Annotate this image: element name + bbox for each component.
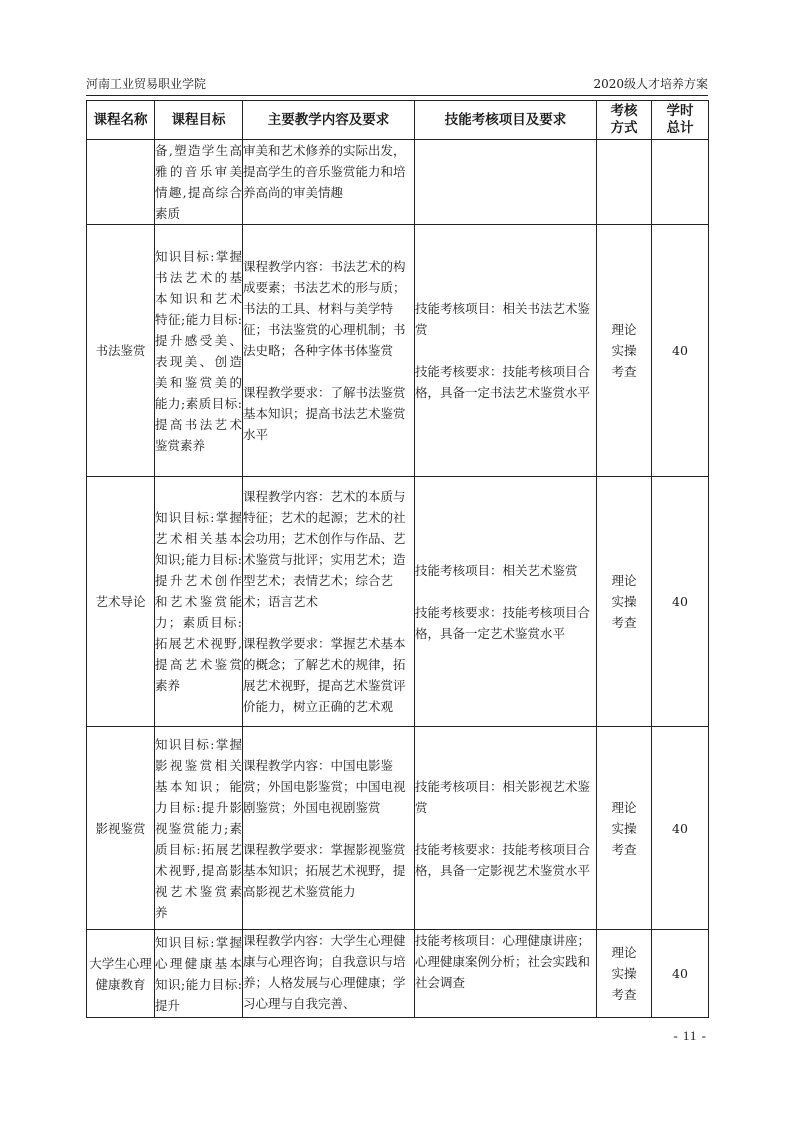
course-goal-cell bbox=[155, 140, 243, 225]
hours-cell bbox=[652, 930, 709, 1018]
course-goal-text: 知识目标:掌握心理健康基本知识;能力目标:提升 bbox=[155, 934, 242, 1013]
header-school-name: 河南工业贸易职业学院 bbox=[86, 77, 207, 91]
hours-text: 40 bbox=[672, 343, 688, 358]
skill-item-text: 技能考核项目：相关艺术鉴赏 bbox=[415, 562, 578, 578]
col-header-method-line2: 方式 bbox=[610, 120, 638, 136]
course-name-text: 大学生心理健康教育 bbox=[89, 955, 152, 992]
course-goal-text: 知识目标:掌握书法艺术的基本知识和艺术特征;能力目标:提升感受美、表现美、创造美和鉴赏美的能力;素质目标:提高书法艺术鉴赏素养 bbox=[155, 248, 242, 453]
skill-requirement-text: 技能考核要求：技能考核项目合格，具备一定书法艺术鉴赏水平 bbox=[415, 364, 591, 400]
content-text: 课程教学内容：书法艺术的构成要素；书法艺术的形与质；书法的工具、材料与美学特征；书法鉴赏的心理机制；书法史略；各种字体书体鉴赏 bbox=[243, 259, 406, 358]
course-name-text: 影视鉴赏 bbox=[95, 820, 146, 836]
col-header-method-line1: 考核 bbox=[610, 103, 638, 119]
method-text: 理论实操考查 bbox=[611, 799, 637, 857]
col-header-course-name: 课程名称 bbox=[87, 101, 155, 140]
skill-item-text: 技能考核项目：相关影视艺术鉴赏 bbox=[415, 778, 591, 815]
hours-cell bbox=[652, 727, 709, 930]
skill-item-text: 技能考核项目：心理健康讲座；心理健康案例分析；社会实践和社会调查 bbox=[415, 933, 591, 990]
col-header-hours-line1: 学时 bbox=[666, 103, 694, 119]
course-goal-text: 知识目标:掌握影视鉴赏相关基本知识；能力目标:提升影视鉴赏能力;素质目标:拓展艺术视野,提高影视艺术鉴赏素养 bbox=[155, 736, 242, 920]
col-header-hours-line2: 总计 bbox=[666, 120, 694, 136]
method-cell bbox=[597, 225, 652, 477]
requirement-text: 课程教学要求：掌握艺术基本的概念；了解艺术的规律，拓展艺术视野，提高艺术鉴赏评价能力，树立正确的艺术观 bbox=[243, 636, 406, 714]
col-header-hours bbox=[652, 101, 709, 140]
requirement-text: 课程教学要求：掌握影视鉴赏基本知识；拓展艺术视野，提高影视艺术鉴赏能力 bbox=[243, 841, 406, 899]
skill-item-text: 技能考核项目：相关书法艺术鉴赏 bbox=[415, 301, 591, 337]
method-cell bbox=[597, 727, 652, 930]
course-goal-cell bbox=[155, 477, 243, 727]
table-row bbox=[87, 930, 709, 1018]
course-goal-text: 备,塑造学生高雅的音乐审美情趣,提高综合素质 bbox=[155, 143, 242, 221]
method-text: 理论实操考查 bbox=[611, 945, 637, 1002]
col-header-skill: 技能考核项目及要求 bbox=[415, 101, 597, 140]
content-cell bbox=[243, 477, 415, 727]
skill-cell bbox=[415, 727, 597, 930]
content-cell bbox=[243, 930, 415, 1018]
course-goal-text: 知识目标:掌握艺术相关基本知识;能力目标:提升艺术创作和艺术鉴赏能力；素质目标:拓展艺术视野,提高艺术鉴赏素养 bbox=[155, 510, 242, 693]
page-header bbox=[86, 74, 708, 94]
col-header-course-goal: 课程目标 bbox=[155, 101, 243, 140]
skill-requirement-text: 技能考核要求：技能考核项目合格，具备一定艺术鉴赏水平 bbox=[415, 604, 591, 641]
skill-cell bbox=[415, 225, 597, 477]
content-text: 课程教学内容：大学生心理健康与心理咨询；自我意识与培养；人格发展与心理健康；学习心理与自我完善、 bbox=[243, 933, 406, 1011]
course-name-cell bbox=[87, 477, 155, 727]
header-rule bbox=[86, 95, 708, 96]
course-goal-cell bbox=[155, 727, 243, 930]
table-header-row bbox=[87, 101, 709, 140]
method-text: 理论实操考查 bbox=[611, 322, 637, 379]
course-name-cell bbox=[87, 727, 155, 930]
skill-cell bbox=[415, 140, 597, 225]
method-cell bbox=[597, 477, 652, 727]
hours-cell bbox=[652, 225, 709, 477]
course-name-cell bbox=[87, 930, 155, 1018]
table-row bbox=[87, 727, 709, 930]
hours-text: 40 bbox=[672, 966, 688, 981]
requirement-text: 课程教学要求：了解书法鉴赏基本知识；提高书法艺术鉴赏水平 bbox=[243, 385, 406, 442]
course-name-cell bbox=[87, 140, 155, 225]
method-cell bbox=[597, 140, 652, 225]
method-text: 理论实操考查 bbox=[611, 573, 637, 630]
hours-text: 40 bbox=[672, 594, 688, 609]
course-name-text: 书法鉴赏 bbox=[95, 343, 146, 358]
content-cell bbox=[243, 225, 415, 477]
course-goal-cell bbox=[155, 225, 243, 477]
course-name-cell bbox=[87, 225, 155, 477]
skill-requirement-text: 技能考核要求：技能考核项目合格，具备一定影视艺术鉴赏水平 bbox=[415, 841, 591, 878]
hours-cell bbox=[652, 140, 709, 225]
table-row bbox=[87, 225, 709, 477]
col-header-method bbox=[597, 101, 652, 140]
skill-cell bbox=[415, 930, 597, 1018]
hours-cell bbox=[652, 477, 709, 727]
content-cell bbox=[243, 727, 415, 930]
page-number: - 11 - bbox=[673, 1028, 707, 1043]
content-cell bbox=[243, 140, 415, 225]
header-doc-title: 2020级人才培养方案 bbox=[593, 77, 708, 91]
method-cell bbox=[597, 930, 652, 1018]
hours-text: 40 bbox=[672, 820, 688, 836]
content-text: 课程教学内容：艺术的本质与特征；艺术的起源；艺术的社会功用；艺术创作与作品、艺术鉴赏与批评；实用艺术；造型艺术；表情艺术；综合艺术；语言艺术 bbox=[243, 489, 406, 609]
skill-cell bbox=[415, 477, 597, 727]
curriculum-table bbox=[86, 100, 709, 1018]
course-name-text: 艺术导论 bbox=[95, 594, 146, 609]
content-text: 审美和艺术修养的实际出发，提高学生的音乐鉴赏能力和培养高尚的审美情趣 bbox=[243, 143, 406, 200]
content-text: 课程教学内容：中国电影鉴赏；外国电影鉴赏；中国电视剧鉴赏；外国电视剧鉴赏 bbox=[243, 757, 406, 815]
course-goal-cell bbox=[155, 930, 243, 1018]
col-header-content: 主要教学内容及要求 bbox=[243, 101, 415, 140]
table-row bbox=[87, 140, 709, 225]
table-row bbox=[87, 477, 709, 727]
